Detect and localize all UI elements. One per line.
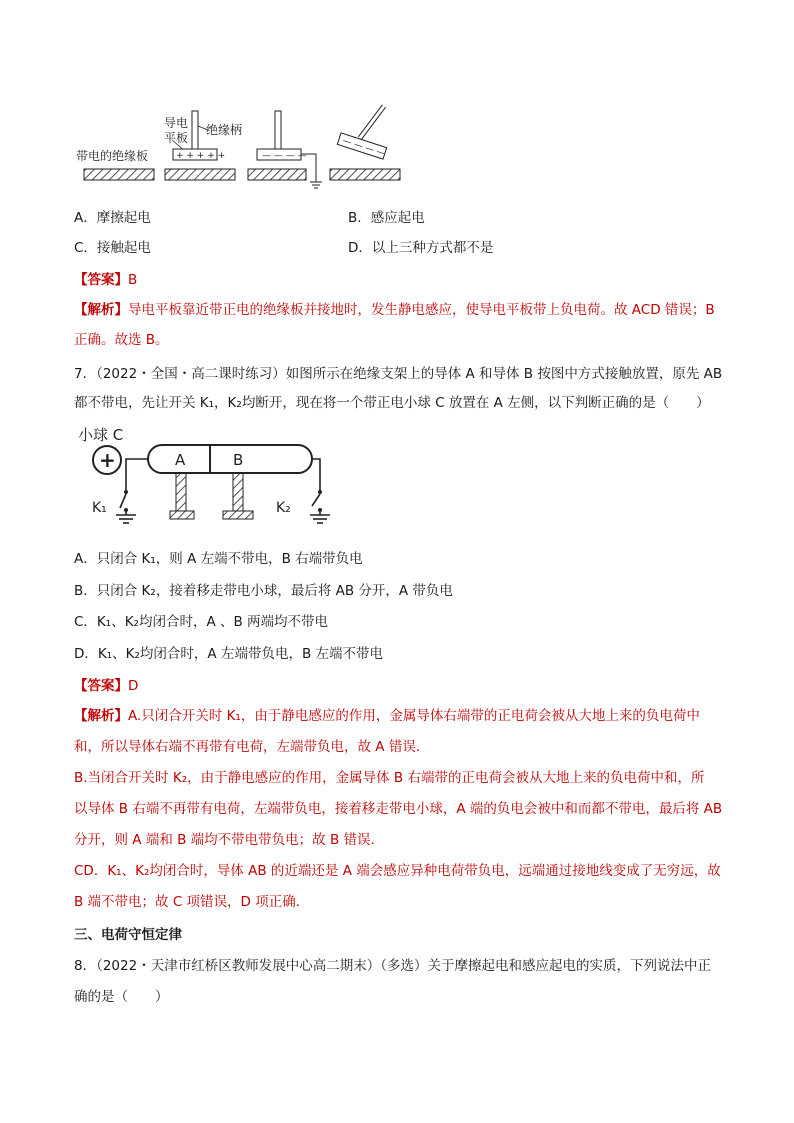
plate-charges-3: — — — — <box>262 151 307 161</box>
analysis-label: 【解析】 <box>74 708 128 724</box>
conductor-a-label: A <box>175 451 186 469</box>
q8-stem-line-2: 确的是（ ） <box>74 989 169 1005</box>
answer-value: D <box>128 678 139 694</box>
q7-option-c: C．K₁、K₂均闭合时，A 、B 两端均不带电 <box>74 614 329 630</box>
q7-option-a: A．只闭合 K₁，则 A 左端不带电，B 右端带负电 <box>74 551 363 567</box>
conductor-ab <box>148 445 312 473</box>
ball-plus: + <box>99 448 116 472</box>
q7-analysis-line-4: 以导体 B 右端不再带有电荷，左端带负电，接着移走带电小球，A 端的负电会被中和而都不带电，最后将 AB <box>74 801 723 817</box>
switch-k1 <box>116 459 148 523</box>
q8-stem-line-1: 8．（2022・天津市红桥区教师发展中心高二期末）（多选）关于摩擦起电和感应起电的实质，下列说法中正 <box>74 958 711 974</box>
section-heading: 三、电荷守恒定律 <box>74 927 182 943</box>
switch-k2 <box>310 459 330 523</box>
q7-analysis-line-1 <box>74 706 700 726</box>
analysis-text: 导电平板靠近带正电的绝缘板并接地时，发生静电感应，使导电平板带上负电荷。故 ACD 错误；B <box>128 302 715 318</box>
q7-answer <box>74 676 138 696</box>
ball-label: 小球 C <box>78 426 124 444</box>
plate-charges-2: + + + + + <box>176 151 226 161</box>
q6-option-c: C．接触起电 <box>74 240 151 256</box>
plate-label-1: 导电 <box>164 116 189 130</box>
svg-text:— — — —: — — — — <box>341 136 387 160</box>
q7-stem-line-1: 7．（2022・全国・高二课时练习）如图所示在绝缘支架上的导体 A 和导体 B 按图中方式接触放置，原先 AB <box>74 366 723 382</box>
q6-option-b: B．感应起电 <box>348 210 425 226</box>
q6-option-d: D．以上三种方式都不是 <box>348 240 494 256</box>
q7-analysis-line-7: B 端不带电；故 C 项错误，D 项正确. <box>74 894 301 910</box>
analysis-label: 【解析】 <box>74 302 128 318</box>
q6-analysis-line-2: 正确。故选 B。 <box>74 332 169 348</box>
q7-option-b: B．只闭合 K₂，接着移走带电小球，最后将 AB 分开，A 带负电 <box>74 583 453 599</box>
handle-label: 绝缘柄 <box>206 123 243 137</box>
q7-analysis-line-2: 和，所以导体右端不再带有电荷，左端带负电，故 A 错误. <box>74 739 421 755</box>
q6-option-a: A．摩擦起电 <box>74 210 151 226</box>
q7-option-d: D．K₁、K₂均闭合时，A 左端带负电，B 左端不带电 <box>74 646 384 662</box>
analysis-text: A.只闭合开关时 K₁，由于静电感应的作用，金属导体右端带的正电荷会被从大地上来的负电荷中 <box>128 708 700 724</box>
stand-b <box>223 473 253 519</box>
board-label: 带电的绝缘板 <box>76 149 149 163</box>
q7-analysis-line-6: CD．K₁、K₂均闭合时，导体 AB 的近端还是 A 端会感应异种电荷带负电，远端通过接地线变成了无穷远，故 <box>74 863 721 879</box>
q7-stem-line-2: 都不带电，先让开关 K₁，K₂均断开，现在将一个带正电小球 C 放置在 A 左侧，以下判断正确的是（ ） <box>74 395 710 411</box>
answer-value: B <box>128 272 138 288</box>
k1-label: K₁ <box>92 500 107 516</box>
answer-label: 【答案】 <box>74 678 128 694</box>
q7-analysis-line-3: B.当闭合开关时 K₂，由于静电感应的作用，金属导体 B 右端带的正电荷会被从大地上来的负电荷中和，所 <box>74 770 705 786</box>
q7-analysis-line-5: 分开，则 A 端和 B 端均不带电带负电；故 B 错误. <box>74 832 375 848</box>
conductor-b-label: B <box>233 451 244 469</box>
k2-label: K₂ <box>276 500 291 516</box>
answer-label: 【答案】 <box>74 272 128 288</box>
plate-label-2: 平板 <box>164 131 189 145</box>
stand-a <box>170 473 194 519</box>
